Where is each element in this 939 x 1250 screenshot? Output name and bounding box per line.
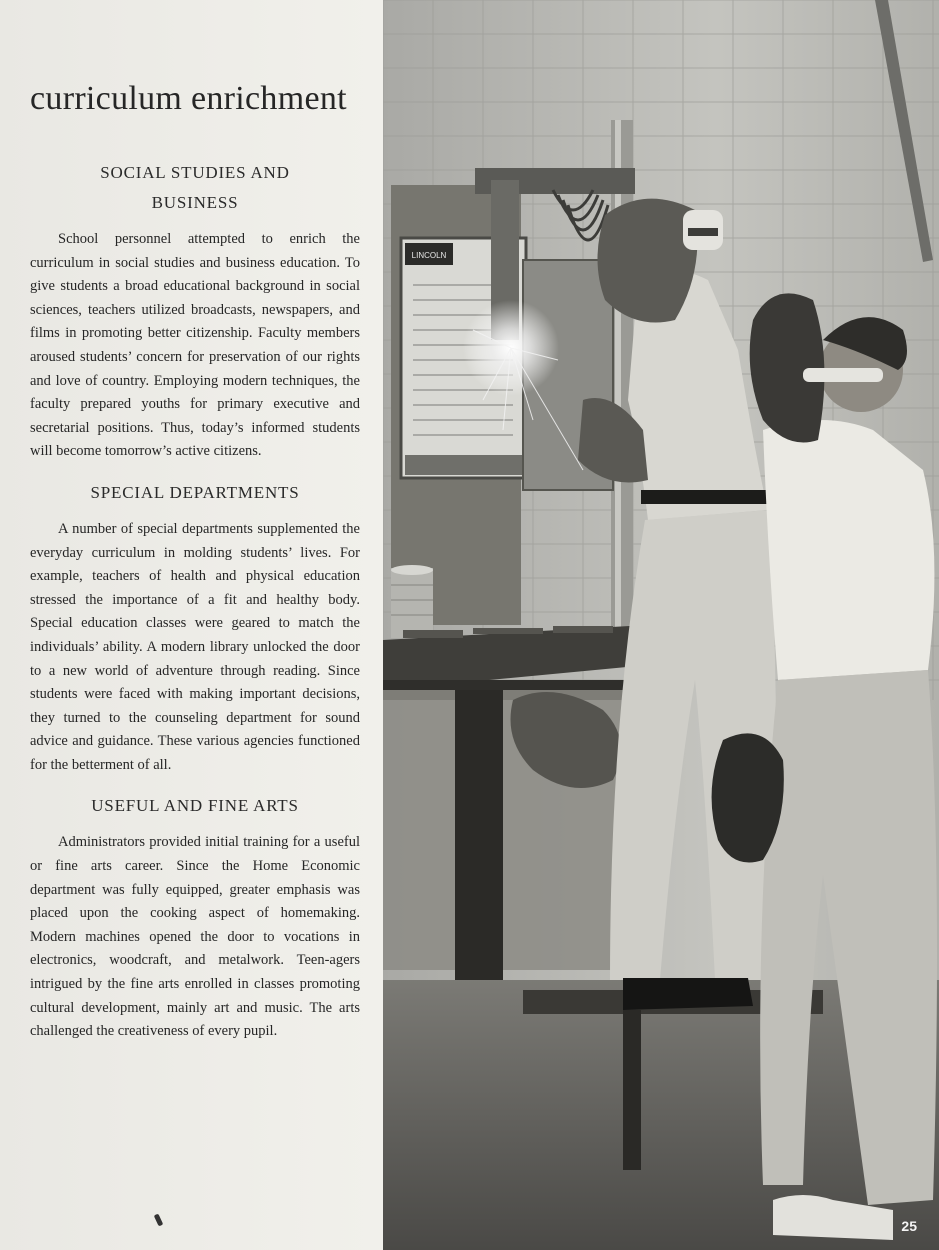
scan-mark bbox=[154, 1214, 164, 1227]
section-special-departments bbox=[30, 478, 360, 778]
photo-illustration bbox=[383, 0, 939, 1250]
section-heading: SPECIAL DEPARTMENTS bbox=[90, 482, 300, 502]
section-body: Administrators provided initial training for a useful or fine arts career. Since the Home Economic department was fully equipped, greater emphasis was placed upon the cooking aspect of homemaking. Modern machines opened the door to vocations in electronics, woodcraft, and metalwork. Teen-agers intrigued by the fine arts enrolled in classes promoting cultural development, mainly art and music. The arts challenged the creativeness of every pupil. bbox=[30, 834, 360, 1040]
page-title: curriculum enrichment bbox=[30, 80, 347, 117]
text-column bbox=[30, 80, 360, 1058]
section-heading: USEFUL AND FINE ARTS bbox=[91, 796, 299, 816]
section-useful-fine-arts bbox=[30, 791, 360, 1043]
section-body: School personnel attempted to enrich the curriculum in social studies and business education. To give students a broad educational background in social sciences, teachers utilized broadcasts, newspapers, and films in promoting better citizenship. Faculty members aroused students’ concern for preservation of our rights and love of country. Employing modern techniques, the faculty prepared youths for primary executive and secretarial positions. Thus, today’s informed students will become tomorrow’s active citizens. bbox=[30, 231, 360, 460]
section-heading: SOCIAL STUDIES AND BUSINESS bbox=[100, 163, 290, 212]
page-number: 25 bbox=[901, 1218, 917, 1234]
panel-sign-text: LINCOLN bbox=[411, 251, 447, 260]
section-body: A number of special departments supplemented the everyday curriculum in molding students’ lives. For example, teachers of health and physical education stressed the importance of a fit and healthy body. Special education classes were geared to match the individuals’ ability. A modern library unlocked the door to a new world of adventure through reading. Since students were faced with making important decisions, they turned to the counseling department for sound advice and guidance. These various agencies functioned for the betterment of all. bbox=[30, 520, 360, 773]
section-social-studies bbox=[30, 158, 360, 464]
welding-photo bbox=[383, 0, 939, 1250]
